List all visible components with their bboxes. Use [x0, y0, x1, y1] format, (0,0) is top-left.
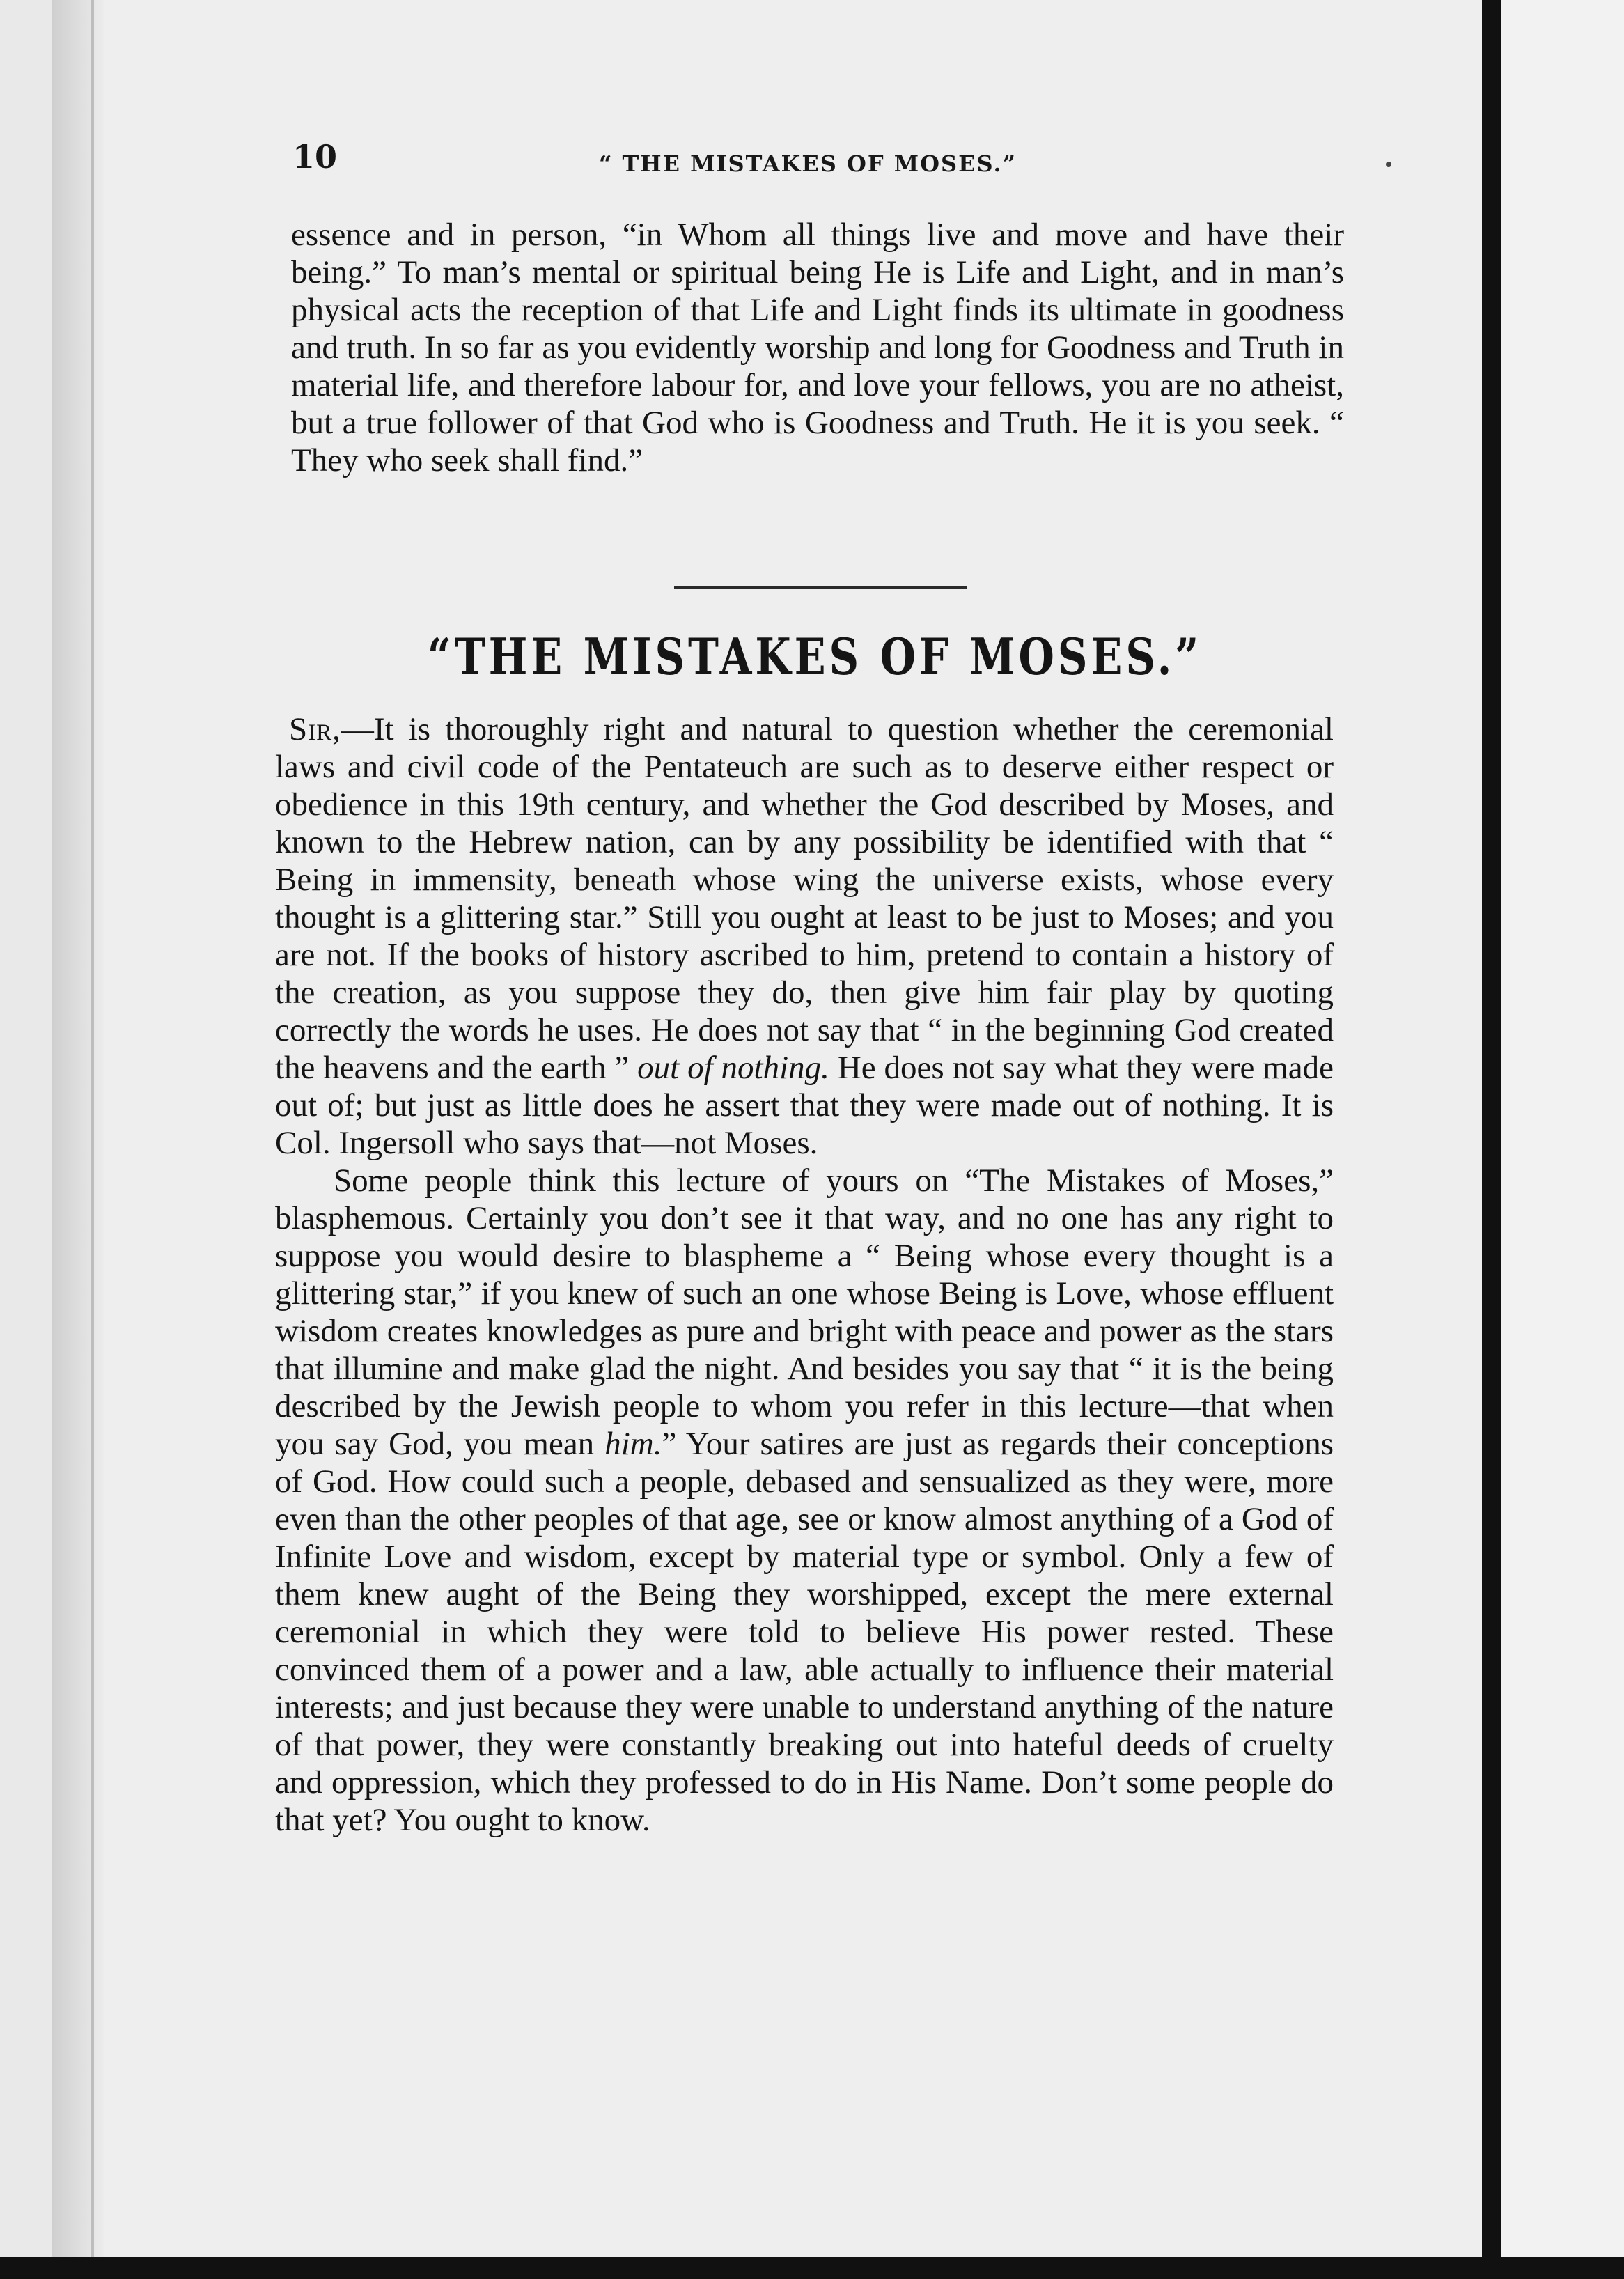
- page-number: 10: [292, 138, 338, 176]
- paragraph-1-text-a: —It is thoroughly right and natural to question whether the ceremonial laws and civil code of the Pentateuch are such as to deserve either respect or obedience in this 19th century, and whether the God described by Moses, and known to the Hebrew nation, can by any possibility be identified with that “ Being in immensity, beneath whose wing the universe exists, whose every thought is a glittering star.” Still you ought at least to be just to Moses; and you are not. If the books of history ascribed to him, pretend to contain a history of the creation, as you suppose they do, then give him fair play by quoting correctly the words he uses. He does not say that “ in the beginning God created the heavens and the earth ”: [275, 711, 1334, 1086]
- binding-shadow: [91, 0, 94, 2257]
- book-gutter: [1482, 0, 1501, 2279]
- paragraph-2-italic: him.: [604, 1426, 662, 1462]
- paragraph-1-italic: out of nothing.: [637, 1050, 829, 1086]
- paragraph-1: [275, 710, 1334, 1162]
- paragraph-1-text-b: He does not say what they were made out of; but just as little does he assert that they were made out of nothing. It is Col. Ingersoll who says that—not Moses.: [275, 1050, 1334, 1161]
- ink-speck: [1386, 162, 1391, 167]
- article-body: [275, 710, 1334, 1839]
- continued-paragraph: essence and in person, “in Whom all things live and move and have their being.” To man’s mental or spiritual being He is Life and Light, and in man’s physical acts the reception of that Life and Light finds its ultimate in goodness and truth. In so far as you evidently worship and long for Goodness and Truth in material life, and therefore labour for, and love your fellows, you are no atheist, but a true follower of that God who is Goodness and Truth. He it is you seek. “ They who seek shall find.”: [291, 217, 1344, 479]
- article-title: “THE MISTAKES OF MOSES.”: [427, 627, 1203, 686]
- paragraph-2-text-a: Some people think this lecture of yours on “The Mistakes of Moses,” blasphemous. Certainly you don’t see it that way, and no one has any right to suppose you would desire to blaspheme a “ Being whose every thought is a glittering star,” if you knew of such an one whose Being is Love, whose effluent wisdom creates knowledges as pure and bright with peace and power as the stars that illumine and make glad the night. And besides you say that “ it is the being described by the Jewish people to whom you refer in this lecture—that when you say God, you mean: [275, 1162, 1334, 1462]
- scan-border: [0, 2257, 1624, 2279]
- running-head: “ THE MISTAKES OF MOSES.”: [599, 150, 1017, 177]
- page-left-edge: [52, 0, 104, 2257]
- paragraph-2-text-b: ” Your satires are just as regards their conceptions of God. How could such a people, debased and sensualized as they were, more even than the other peoples of that age, see or know almost anything of a God of Infinite Love and wisdom, except by material type or symbol. Only a few of them knew aught of the Being they worshipped, except the mere external ceremonial in which they were told to believe His power rested. These convinced them of a power and a law, able actually to influence their material interests; and just because they were unable to understand anything of the nature of that power, they were constantly breaking out into hateful deeds of cruelty and oppression, which they professed to do in His Name. Don’t some people do that yet? You ought to know.: [275, 1426, 1334, 1838]
- facing-page-edge: [1501, 0, 1624, 2257]
- section-divider: [674, 586, 967, 589]
- paragraph-2: [275, 1162, 1334, 1839]
- salutation: Sir,: [289, 711, 341, 747]
